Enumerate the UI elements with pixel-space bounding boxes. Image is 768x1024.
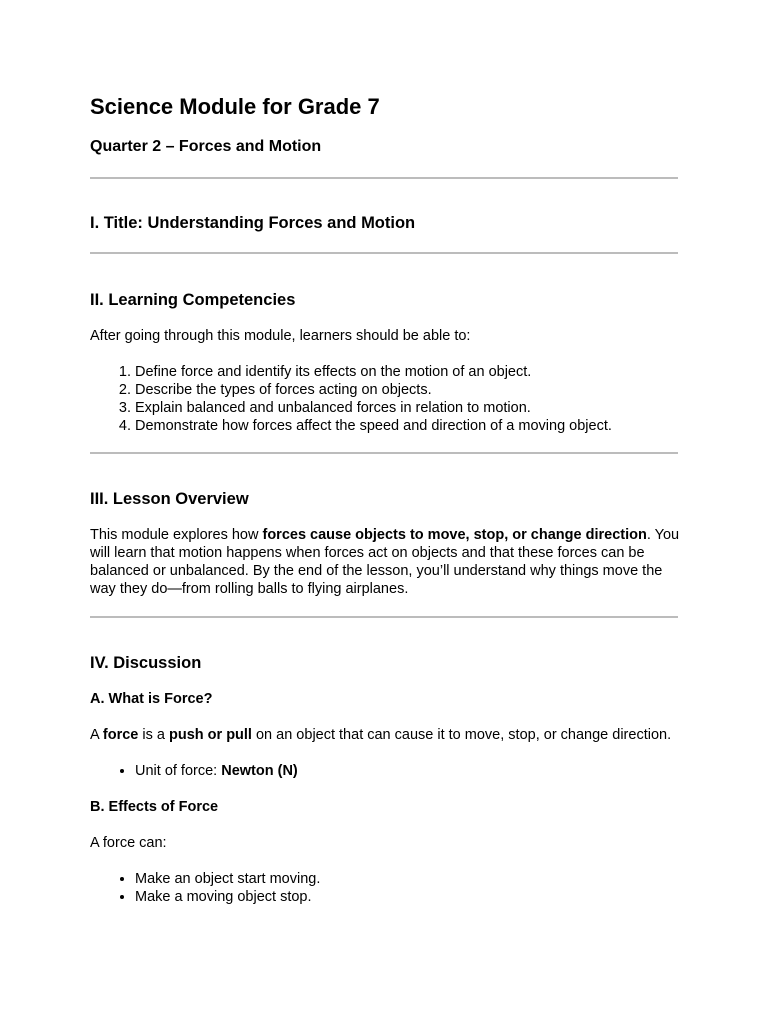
overview-text: . You will learn that motion happens when forces act on objects and that these forces can be balanced or unbalanced. By the end of the lesson, you’ll understand why things move the way they do—from rolling balls to flying airplanes. bbox=[90, 527, 680, 597]
definition-emphasis: push or pull bbox=[169, 727, 252, 743]
definition-term: force bbox=[102, 727, 139, 743]
list-item: 1. Define force and identify its effects on the motion of an object. bbox=[135, 363, 680, 381]
what-is-force-heading: A. What is Force? bbox=[90, 691, 213, 707]
definition-text: A bbox=[90, 727, 103, 743]
list-item bbox=[135, 762, 680, 780]
overview-text: This module explores how bbox=[90, 527, 263, 543]
definition-text: is a bbox=[138, 727, 169, 743]
effects-intro: A force can: bbox=[90, 835, 167, 851]
divider bbox=[90, 252, 678, 254]
competencies-intro: After going through this module, learners should be able to: bbox=[90, 328, 471, 344]
competencies-list bbox=[90, 363, 680, 435]
document-content bbox=[90, 94, 680, 906]
document-subtitle: Quarter 2 – Forces and Motion bbox=[90, 138, 322, 155]
list-item: 2. Describe the types of forces acting on objects. bbox=[135, 381, 680, 399]
force-unit-list bbox=[90, 762, 680, 780]
force-definition-paragraph bbox=[90, 726, 680, 744]
effects-list bbox=[90, 870, 680, 906]
definition-text: on an object that can cause it to move, stop, or change direction. bbox=[251, 727, 672, 743]
unit-label: Unit of force: bbox=[135, 763, 222, 779]
unit-value: Newton (N) bbox=[221, 763, 298, 779]
list-item: • Make an object start moving. bbox=[135, 870, 680, 888]
divider bbox=[90, 616, 678, 618]
list-item: • Make a moving object stop. bbox=[135, 888, 680, 906]
list-item: 4. Demonstrate how forces affect the speed and direction of a moving object. bbox=[135, 417, 680, 435]
learning-competencies-heading: II. Learning Competencies bbox=[90, 291, 296, 309]
list-item: 3. Explain balanced and unbalanced forces in relation to motion. bbox=[135, 399, 680, 417]
divider bbox=[90, 452, 678, 454]
discussion-heading: IV. Discussion bbox=[90, 654, 202, 672]
document-title: Science Module for Grade 7 bbox=[90, 94, 380, 119]
lesson-overview-paragraph bbox=[90, 526, 680, 598]
overview-emphasis: forces cause objects to move, stop, or change direction bbox=[262, 527, 647, 543]
section-title-heading: I. Title: Understanding Forces and Motion bbox=[90, 214, 416, 232]
lesson-overview-heading: III. Lesson Overview bbox=[90, 490, 249, 508]
effects-of-force-heading: B. Effects of Force bbox=[90, 799, 219, 815]
divider bbox=[90, 177, 678, 179]
